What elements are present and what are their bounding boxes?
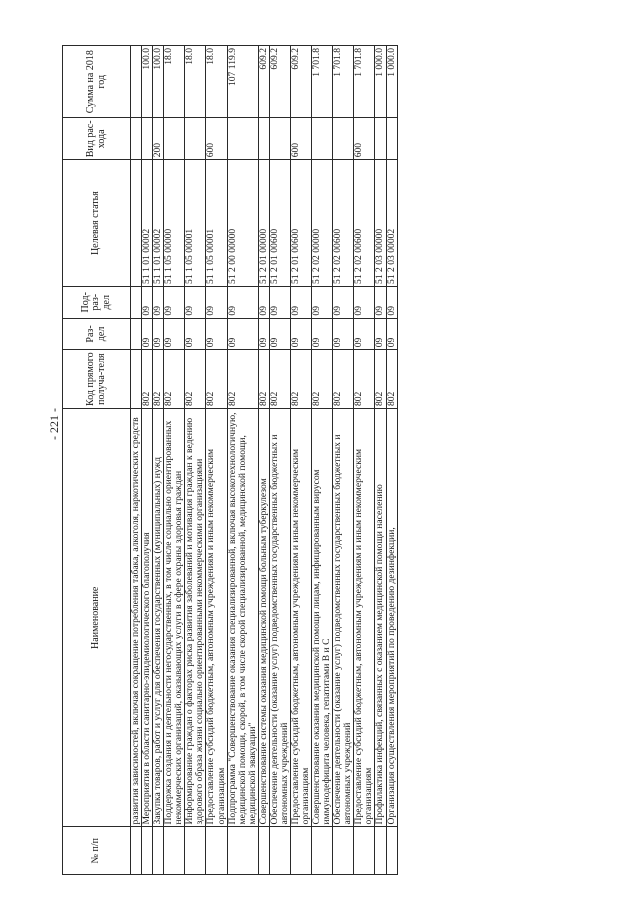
cell-code: 802 (386, 350, 397, 409)
cell-statya: 51 2 02 00000 (312, 160, 333, 287)
cell-num (354, 827, 375, 875)
cell-num (142, 827, 153, 875)
cell-vid (164, 118, 185, 160)
cell-razdel: 09 (142, 318, 153, 350)
cell-podrazdel: 09 (185, 286, 206, 318)
cell-sum: 100.0 (153, 46, 164, 118)
cell-sum: 100.0 (142, 46, 153, 118)
cell-sum: 18.0 (185, 46, 206, 118)
cell-statya: 51 2 01 00000 (258, 160, 269, 287)
cell-code: 802 (354, 350, 375, 409)
cell-name: Предоставление субсидий бюджетным, автономным учреждениям и иным некоммерческим организациям (290, 409, 311, 827)
cell-code: 802 (375, 350, 386, 409)
table-row (153, 46, 164, 875)
cell-num (386, 827, 397, 875)
table-row (164, 46, 185, 875)
cell-podrazdel: 09 (142, 286, 153, 318)
cell-vid (142, 118, 153, 160)
cell-name: Совершенствование оказания медицинской помощи лицам, инфицированным вирусом иммунодефицита человека, гепатитами B и C (312, 409, 333, 827)
cell-razdel: 09 (333, 318, 354, 350)
cell-statya: 51 1 01 00002 (153, 160, 164, 287)
cell-code: 802 (258, 350, 269, 409)
cell-vid (375, 118, 386, 160)
table-row (131, 46, 142, 875)
cell-razdel: 09 (206, 318, 227, 350)
cell-podrazdel: 09 (269, 286, 290, 318)
table-row (142, 46, 153, 875)
cell-num (185, 827, 206, 875)
cell-vid (269, 118, 290, 160)
cell-podrazdel (131, 286, 142, 318)
cell-sum: 1 701.8 (312, 46, 333, 118)
cell-vid (333, 118, 354, 160)
cell-statya: 51 1 05 00001 (185, 160, 206, 287)
cell-sum: 1 701.8 (354, 46, 375, 118)
cell-sum: 107 119.9 (227, 46, 258, 118)
table-header (63, 46, 131, 875)
cell-podrazdel: 09 (227, 286, 258, 318)
cell-statya (131, 160, 142, 287)
table-row (290, 46, 311, 875)
cell-razdel: 09 (164, 318, 185, 350)
cell-razdel: 09 (153, 318, 164, 350)
table-row (375, 46, 386, 875)
header-vid: Вид рас-хода (63, 118, 131, 160)
cell-code: 802 (290, 350, 311, 409)
cell-code: 802 (142, 350, 153, 409)
cell-podrazdel: 09 (386, 286, 397, 318)
cell-statya: 51 1 05 00001 (206, 160, 227, 287)
cell-razdel: 09 (227, 318, 258, 350)
cell-podrazdel: 09 (354, 286, 375, 318)
cell-vid (131, 118, 142, 160)
cell-razdel: 09 (269, 318, 290, 350)
cell-razdel: 09 (386, 318, 397, 350)
cell-name: Предоставление субсидий бюджетным, автономным учреждениям и иным некоммерческим организациям (206, 409, 227, 827)
cell-name: Подпрограмма "Совершенствование оказания специализированной, включая высокотехнологичную, медицинской помощи, скорой, в том числе скорой специализированной, медицинской помощи, медицинской эвакуации" (227, 409, 258, 827)
cell-name: Поддержка создания и деятельности негосударственных, в том числе социально ориентированных некоммерческих организаций, оказывающих услуги в сфере охраны здоровья граждан (164, 409, 185, 827)
cell-razdel: 09 (258, 318, 269, 350)
cell-name: Предоставление субсидий бюджетным, автономным учреждениям и иным некоммерческим организациям (354, 409, 375, 827)
cell-num (375, 827, 386, 875)
cell-code: 802 (227, 350, 258, 409)
cell-vid (185, 118, 206, 160)
table-row (333, 46, 354, 875)
header-code: Код прямого получа-теля (63, 350, 131, 409)
cell-sum: 1 000.0 (386, 46, 397, 118)
cell-sum: 18.0 (164, 46, 185, 118)
cell-vid: 600 (206, 118, 227, 160)
cell-vid (386, 118, 397, 160)
cell-sum: 609.2 (269, 46, 290, 118)
cell-name: Закупка товаров, работ и услуг для обеспечения государственных (муниципальных) нужд (153, 409, 164, 827)
cell-num (312, 827, 333, 875)
cell-podrazdel: 09 (153, 286, 164, 318)
cell-statya: 51 2 00 00000 (227, 160, 258, 287)
cell-podrazdel: 09 (333, 286, 354, 318)
cell-statya: 51 1 05 00000 (164, 160, 185, 287)
cell-statya: 51 2 03 00002 (386, 160, 397, 287)
table-row (354, 46, 375, 875)
cell-name: Мероприятия в области санитарно-эпидемиологического благополучия (142, 409, 153, 827)
cell-name: Информирование граждан о факторах риска развития заболеваний и мотивация граждан к ведению здорового образа жизни социально ориентированными некоммерческими организациями (185, 409, 206, 827)
cell-podrazdel: 09 (312, 286, 333, 318)
cell-name: развития зависимостей, включая сокращение потребления табака, алкоголя, наркотических средств (131, 409, 142, 827)
cell-num (164, 827, 185, 875)
cell-code: 802 (312, 350, 333, 409)
cell-num (206, 827, 227, 875)
cell-num (290, 827, 311, 875)
cell-razdel: 09 (290, 318, 311, 350)
cell-num (269, 827, 290, 875)
header-num: № п/п (63, 827, 131, 875)
table-row (227, 46, 258, 875)
cell-name: Организация осуществления мероприятий по проведению дезинфекции, (386, 409, 397, 827)
budget-table (62, 45, 398, 875)
table-row (258, 46, 269, 875)
cell-vid (258, 118, 269, 160)
cell-name: Обеспечение деятельности (оказание услуг) подведомственных государственных бюджетных и автономных учреждений (269, 409, 290, 827)
cell-statya: 51 2 01 00600 (269, 160, 290, 287)
cell-vid: 600 (354, 118, 375, 160)
table-body (131, 46, 398, 875)
cell-sum: 609.2 (258, 46, 269, 118)
cell-sum: 1 000.0 (375, 46, 386, 118)
cell-num (153, 827, 164, 875)
cell-sum: 18.0 (206, 46, 227, 118)
cell-code: 802 (333, 350, 354, 409)
page-number: - 221 - (47, 408, 61, 440)
cell-statya: 51 2 03 00000 (375, 160, 386, 287)
cell-razdel: 09 (312, 318, 333, 350)
cell-code: 802 (269, 350, 290, 409)
cell-name: Обеспечение деятельности (оказание услуг) подведомственных государственных бюджетных и автономных учреждений (333, 409, 354, 827)
cell-podrazdel: 09 (290, 286, 311, 318)
header-podrazdel: Под-раз-дел (63, 286, 131, 318)
cell-num (333, 827, 354, 875)
cell-code: 802 (185, 350, 206, 409)
cell-sum: 609.2 (290, 46, 311, 118)
table-row (269, 46, 290, 875)
cell-statya: 51 2 02 00600 (333, 160, 354, 287)
cell-num (227, 827, 258, 875)
cell-code: 802 (153, 350, 164, 409)
cell-num (258, 827, 269, 875)
cell-razdel: 09 (185, 318, 206, 350)
cell-sum: 1 701.8 (333, 46, 354, 118)
table-row (386, 46, 397, 875)
header-sum: Сумма на 2018 год (63, 46, 131, 118)
cell-podrazdel: 09 (206, 286, 227, 318)
table-row (206, 46, 227, 875)
cell-razdel (131, 318, 142, 350)
header-razdel: Раз-дел (63, 318, 131, 350)
cell-statya: 51 2 01 00600 (290, 160, 311, 287)
cell-code: 802 (206, 350, 227, 409)
table-row (185, 46, 206, 875)
cell-code (131, 350, 142, 409)
cell-statya: 51 2 02 00600 (354, 160, 375, 287)
cell-name: Совершенствование системы оказания медицинской помощи больным туберкулезом (258, 409, 269, 827)
cell-razdel: 09 (354, 318, 375, 350)
cell-sum (131, 46, 142, 118)
cell-vid: 600 (290, 118, 311, 160)
cell-name: Профилактика инфекций, связанных с оказанием медицинской помощи населению (375, 409, 386, 827)
cell-statya: 51 1 01 00002 (142, 160, 153, 287)
cell-podrazdel: 09 (375, 286, 386, 318)
cell-vid (227, 118, 258, 160)
cell-razdel: 09 (375, 318, 386, 350)
header-name: Наименование (63, 409, 131, 827)
header-statya: Целевая статья (63, 160, 131, 287)
table-row (312, 46, 333, 875)
cell-podrazdel: 09 (258, 286, 269, 318)
cell-num (131, 827, 142, 875)
cell-podrazdel: 09 (164, 286, 185, 318)
cell-vid (312, 118, 333, 160)
cell-vid: 200 (153, 118, 164, 160)
rotated-page (62, 45, 398, 875)
cell-code: 802 (164, 350, 185, 409)
